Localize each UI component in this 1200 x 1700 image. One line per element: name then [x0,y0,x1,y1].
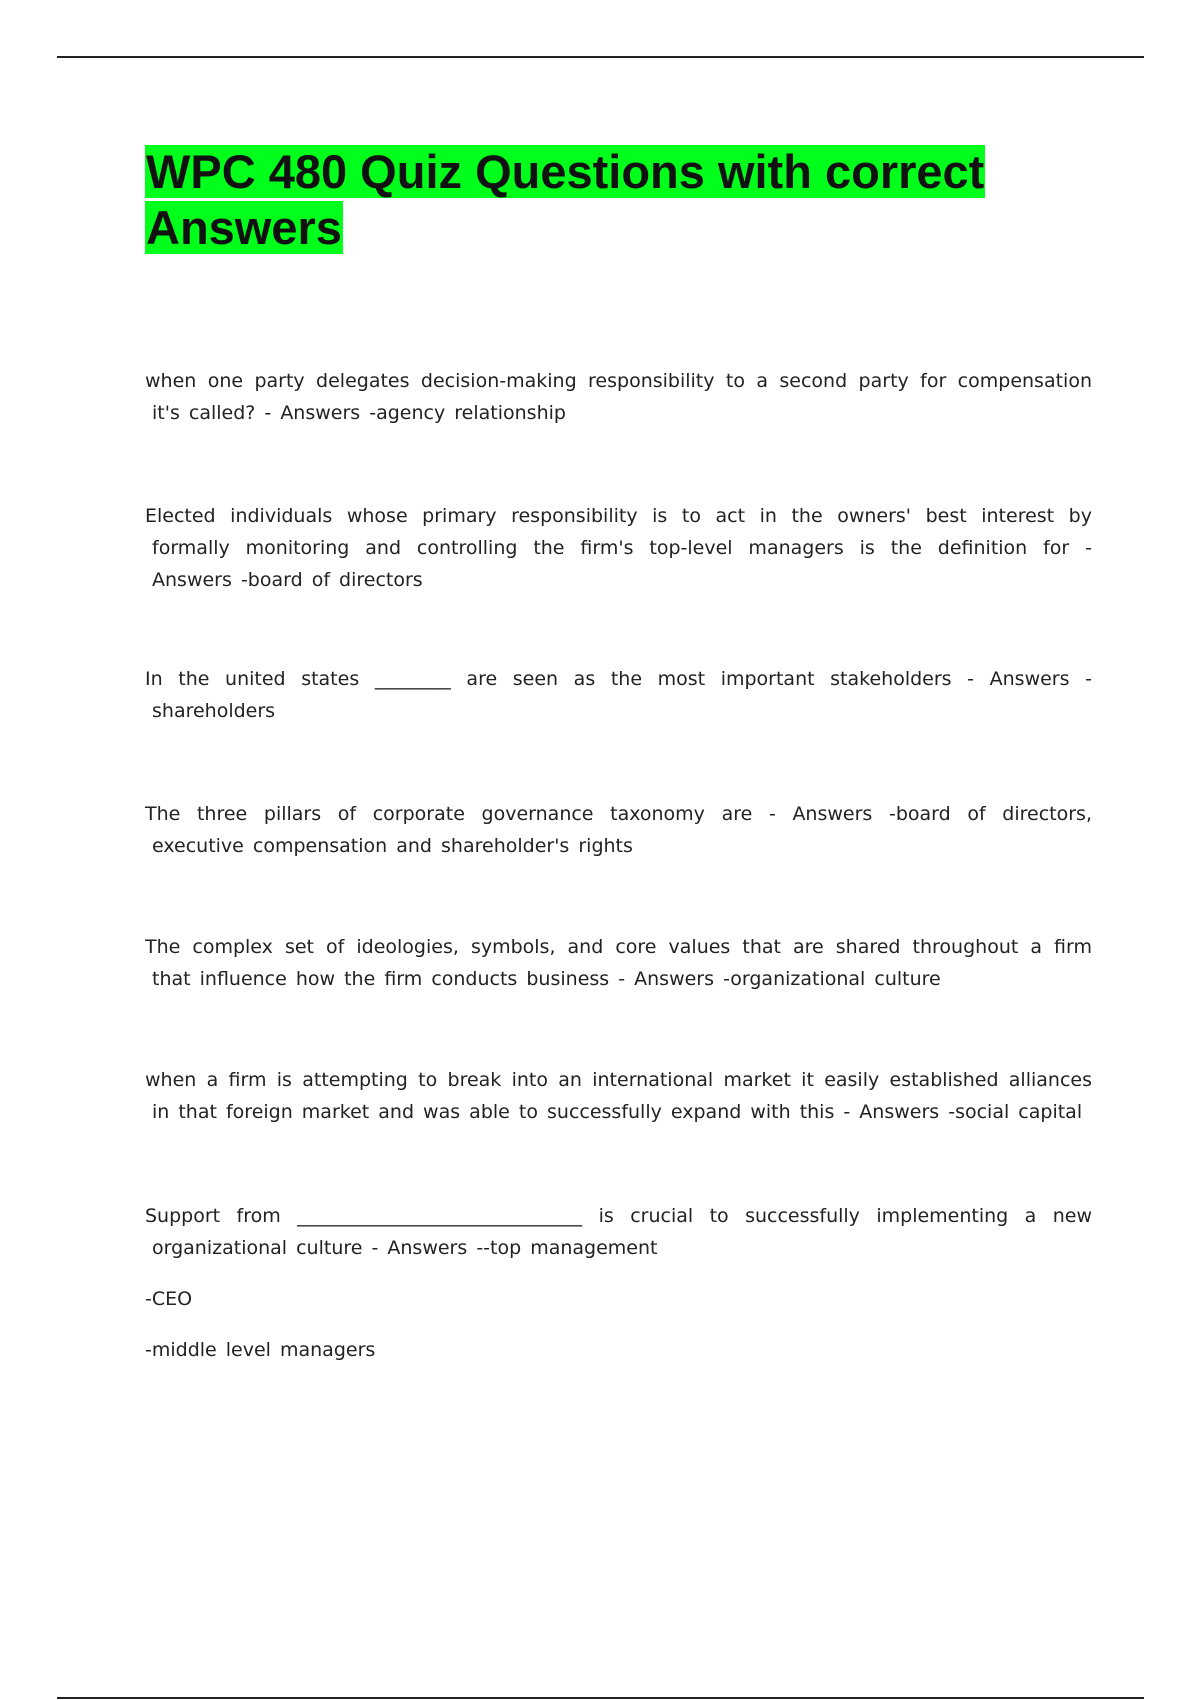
qa-entry [145,798,1092,862]
answers-label: Answers [634,968,715,990]
answer-text: -board of directors [240,569,423,591]
answer-list-item: -CEO [145,1288,193,1310]
document-title [145,144,1045,256]
answer-text: --top management [476,1237,658,1259]
answer-text: -organizational culture [723,968,941,990]
separator: - [255,402,281,424]
separator: - [1069,537,1092,559]
question-text: The complex set of ideologies, symbols, and core values that are shared throughout a firm that influence how the firm conducts business [145,936,1092,990]
answer-list-item: -middle level managers [145,1339,376,1361]
qa-entry [145,365,1092,429]
question-text: The three pillars of corporate governance taxonomy are [145,803,753,825]
question-text: In the united states ________ are seen as the most important stakeholders [145,668,952,690]
separator: - [951,668,990,690]
header-rule [57,56,1144,58]
title-highlight: WPC 480 Quiz Questions with correct Answers [146,145,985,254]
question-text: when one party delegates decision-making responsibility to a second party for compensation it's called? [145,370,1092,424]
qa-entry [145,931,1092,995]
separator: - [752,803,793,825]
qa-entry [145,500,1092,596]
question-text: when a firm is attempting to break into an international market it easily established alliances in that foreign market and was able to successfully expand with this [145,1069,1092,1123]
separator: - [834,1101,860,1123]
answers-label: Answers [387,1237,468,1259]
answers-label: Answers [859,1101,940,1123]
question-text: Support from ______________________________ is crucial to successfully implementing a new organizational culture [145,1205,1092,1259]
qa-entry [145,1064,1092,1128]
qa-entry [145,663,1092,727]
question-text: Elected individuals whose primary responsibility is to act in the owners' best interest by formally monitoring and controlling the firm's top-level managers is the definition for [145,505,1092,559]
answer-text: -social capital [948,1101,1083,1123]
footer-rule [57,1697,1144,1699]
separator: - [362,1237,388,1259]
separator: - [609,968,635,990]
answers-label: Answers [152,569,232,591]
qa-entry [145,1200,1092,1264]
answers-label: Answers [989,668,1070,690]
answers-label: Answers [280,402,361,424]
answer-text: -board of directors, executive compensation and shareholder's rights [152,803,1092,857]
answer-text: -shareholders [152,668,1092,722]
answers-label: Answers [792,803,873,825]
answer-text: -agency relationship [369,402,566,424]
